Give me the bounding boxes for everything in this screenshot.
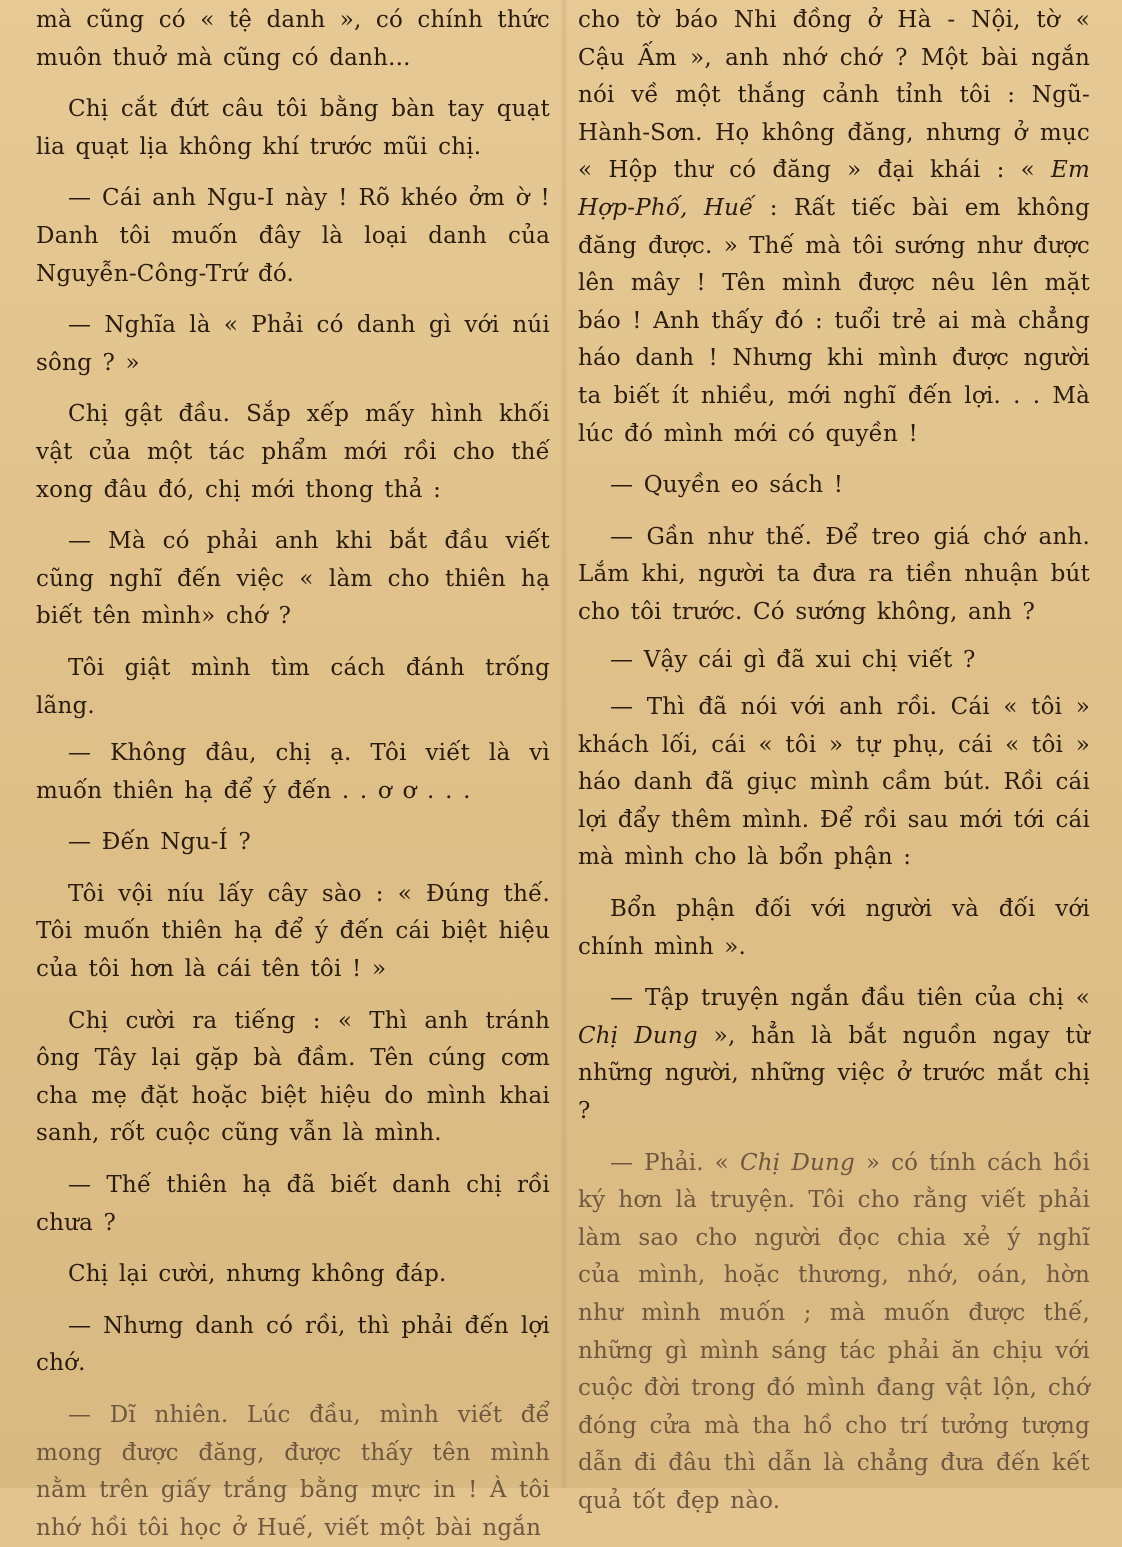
- paragraph: — Quyền eo sách !: [610, 472, 844, 499]
- paragraph: — Dĩ nhiên. Lúc đầu, mình viết để mong được đăng, được thấy tên mình nằm trên giấy trắng bằng mực in ! À tôi nhớ hồi tôi học ở Huế, viết một bài ngắn: [36, 1402, 550, 1541]
- paragraph: [578, 980, 1090, 1130]
- paragraph: — Nhưng danh có rồi, thì phải đến lợi chớ.: [36, 1312, 550, 1377]
- paragraph: — Vậy cái gì đã xui chị viết ?: [610, 646, 976, 673]
- paragraph: — Không đâu, chị ạ. Tôi viết là vì muốn thiên hạ để ý đến . . ơ ơ . . .: [36, 740, 550, 804]
- paragraph-text: », hẳn là bắt nguồn ngay từ những người, những việc ở trước mắt chị ?: [578, 1022, 1090, 1125]
- paragraph-text: — Tập truyện ngắn đầu tiên của chị «: [610, 985, 1090, 1012]
- paragraph-text: » có tính cách hồi ký hơn là truyện. Tôi cho rằng viết phải làm sao cho người đọc chia xẻ ý nghĩ của mình, hoặc thương, nhớ, oán, hờn như mình muốn ; mà muốn được thế, những gì mình sáng tác phải ăn chịu với cuộc đời trong đó mình đang vật lộn, chớ đóng cửa mà tha hồ cho trí tưởng tượng dẫn đi đâu thì dẫn là chẳng đưa đến kết quả tốt đẹp nào.: [578, 1149, 1091, 1514]
- paragraph: — Đến Ngu-Í ?: [68, 829, 251, 856]
- right-column: [578, 0, 1091, 1514]
- paragraph: Chị lại cười, nhưng không đáp.: [68, 1261, 447, 1288]
- italic-text: Em Hợp-Phố, Huế: [578, 157, 1090, 221]
- italic-text: Chị Dung: [578, 1022, 698, 1049]
- paragraph-text: cho tờ báo Nhi đồng ở Hà - Nội, tờ « Cậu Ấm », anh nhớ chớ ? Một bài ngắn nói về một thắng cảnh tỉnh tôi : Ngũ-Hành-Sơn. Họ không đăng, nhưng ở mục « Hộp thư có đăng » đại khái : «: [578, 7, 1090, 184]
- italic-text: Chị Dung: [740, 1149, 855, 1176]
- paragraph-text: : Rất tiếc bài em không đăng được. » Thế mà tôi sướng như được lên mây ! Tên mình được nêu lên mặt báo ! Anh thấy đó : tuổi trẻ ai mà chẳng háo danh ! Nhưng khi mình được người ta biết ít nhiều, mới nghĩ đến lợi. . . Mà lúc đó mình mới có quyền !: [578, 194, 1090, 447]
- paragraph: — Mà có phải anh khi bắt đầu viết cũng nghĩ đến việc « làm cho thiên hạ biết tên mình» chớ ?: [36, 528, 550, 630]
- left-column: [36, 0, 550, 1541]
- paragraph: [578, 2, 1090, 453]
- paragraph: — Thì đã nói với anh rồi. Cái « tôi » khách lối, cái « tôi » tự phụ, cái « tôi » háo danh đã giục mình cầm bút. Rồi cái lợi đẩy thêm mình. Để rồi sau mới tới cái mà mình cho là bổn phận :: [578, 694, 1090, 871]
- column-gutter: [560, 0, 568, 1488]
- paragraph: Bổn phận đối với người và đối với chính mình ».: [578, 896, 1090, 960]
- paragraph: — Cái anh Ngu-I này ! Rõ khéo ởm ờ ! Danh tôi muốn đây là loại danh của Nguyễn-Công-Trứ đó.: [36, 185, 550, 287]
- paragraph: — Thế thiên hạ đã biết danh chị rồi chưa ?: [36, 1172, 550, 1236]
- paragraph: [578, 1145, 1090, 1521]
- paragraph: mà cũng có « tệ danh », có chính thức muôn thuở mà cũng có danh...: [36, 7, 550, 71]
- paragraph: Chị gật đầu. Sắp xếp mấy hình khối vật của một tác phẩm mới rồi cho thế xong đâu đó, chị mới thong thả :: [36, 401, 550, 503]
- paragraph-text: — Phải. «: [610, 1149, 730, 1176]
- paragraph: Tôi vội níu lấy cây sào : « Đúng thế. Tôi muốn thiên hạ để ý đến cái biệt hiệu của tôi hơn là cái tên tôi ! »: [36, 880, 550, 983]
- paragraph: Chị cười ra tiếng : « Thì anh tránh ông Tây lại gặp bà đầm. Tên cúng cơm cha mẹ đặt hoặc biệt hiệu do mình khai sanh, rốt cuộc cũng vẫn là mình.: [36, 1007, 550, 1147]
- paragraph: Tôi giật mình tìm cách đánh trống lãng.: [36, 654, 550, 719]
- paragraph: — Gần như thế. Để treo giá chớ anh. Lắm khi, người ta đưa ra tiền nhuận bút cho tôi trước. Có sướng không, anh ?: [578, 523, 1090, 625]
- paragraph: Chị cắt đứt câu tôi bằng bàn tay quạt lia quạt lịa không khí trước mũi chị.: [36, 96, 550, 160]
- paragraph: — Nghĩa là « Phải có danh gì với núi sông ? »: [36, 312, 550, 376]
